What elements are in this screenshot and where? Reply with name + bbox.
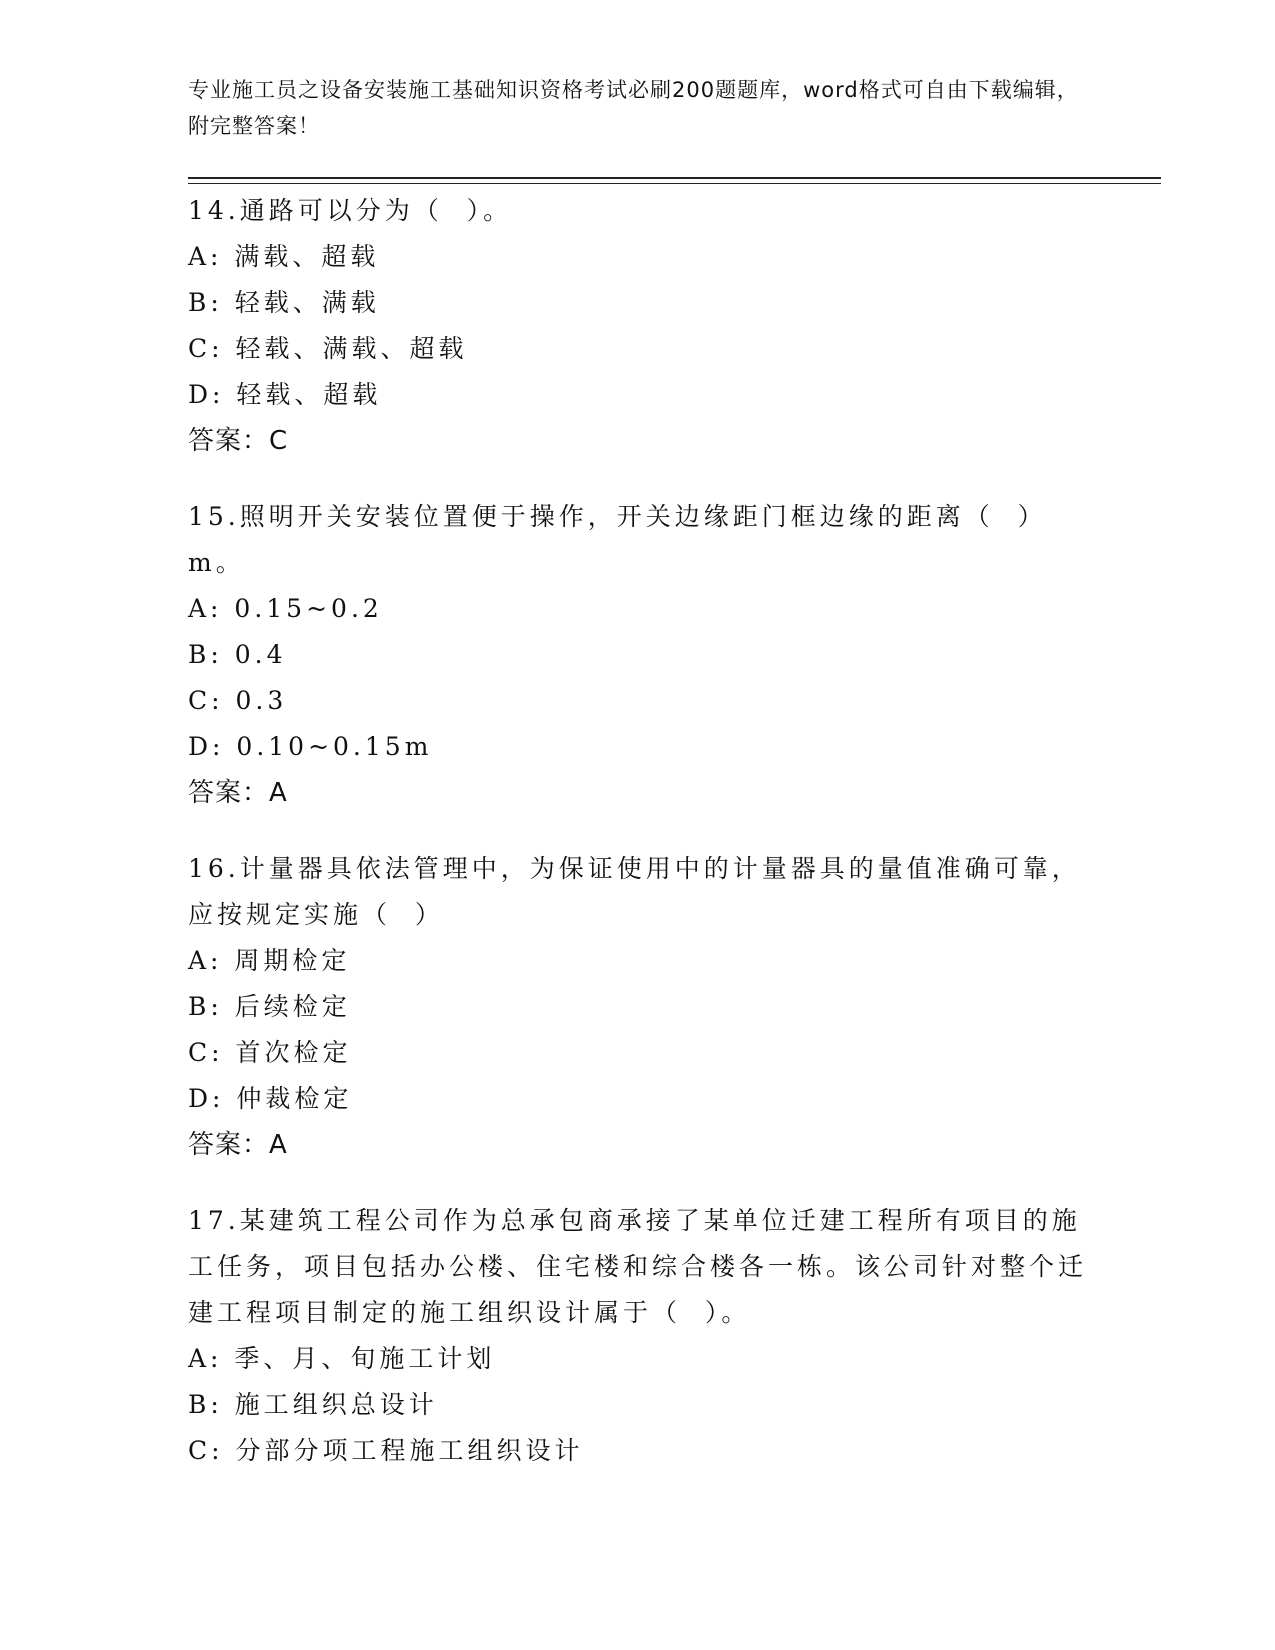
- question-list: [188, 188, 1088, 1504]
- option-a: A: 满载、超载: [188, 242, 380, 271]
- option-c: C: 首次检定: [188, 1038, 352, 1067]
- header-divider: [188, 177, 1161, 179]
- option-b: B: 0.4: [188, 640, 287, 669]
- question-stem: 16.计量器具依法管理中，为保证使用中的计量器具的量值准确可靠，应按规定实施（ ）: [188, 854, 1081, 929]
- option-a: A: 季、月、旬施工计划: [188, 1344, 496, 1373]
- option-c: C: 0.3: [188, 686, 288, 715]
- header-divider-thin: [188, 183, 1161, 184]
- answer: 答案：C: [188, 426, 289, 456]
- option-b: B: 施工组织总设计: [188, 1390, 438, 1419]
- answer: 答案：A: [188, 1130, 288, 1160]
- document-header: 专业施工员之设备安装施工基础知识资格考试必刷200题题库，word格式可自由下载编辑，附完整答案！: [188, 78, 1079, 138]
- option-a: A: 0.15~0.2: [188, 594, 383, 623]
- option-d: D: 轻载、超载: [188, 380, 382, 409]
- option-c: C: 分部分项工程施工组织设计: [188, 1436, 584, 1465]
- option-b: B: 轻载、满载: [188, 288, 380, 317]
- option-b: B: 后续检定: [188, 992, 351, 1021]
- option-a: A: 周期检定: [188, 946, 351, 975]
- option-d: D: 仲裁检定: [188, 1084, 353, 1113]
- answer: 答案：A: [188, 778, 288, 808]
- question-stem: 14.通路可以分为（ ）。: [188, 196, 513, 225]
- question-stem: 17.某建筑工程公司作为总承包商承接了某单位迁建工程所有项目的施工任务，项目包括办公楼、住宅楼和综合楼各一栋。该公司针对整个迁建工程项目制定的施工组织设计属于（ ）。: [188, 1206, 1088, 1327]
- option-d: D: 0.10~0.15m: [188, 732, 433, 761]
- question-17: [188, 1198, 1088, 1474]
- question-14: [188, 188, 1088, 464]
- question-stem: 15.照明开关安装位置便于操作，开关边缘距门框边缘的距离（ ）m。: [188, 502, 1047, 577]
- option-c: C: 轻载、满载、超载: [188, 334, 468, 363]
- question-15: [188, 494, 1088, 816]
- question-16: [188, 846, 1088, 1168]
